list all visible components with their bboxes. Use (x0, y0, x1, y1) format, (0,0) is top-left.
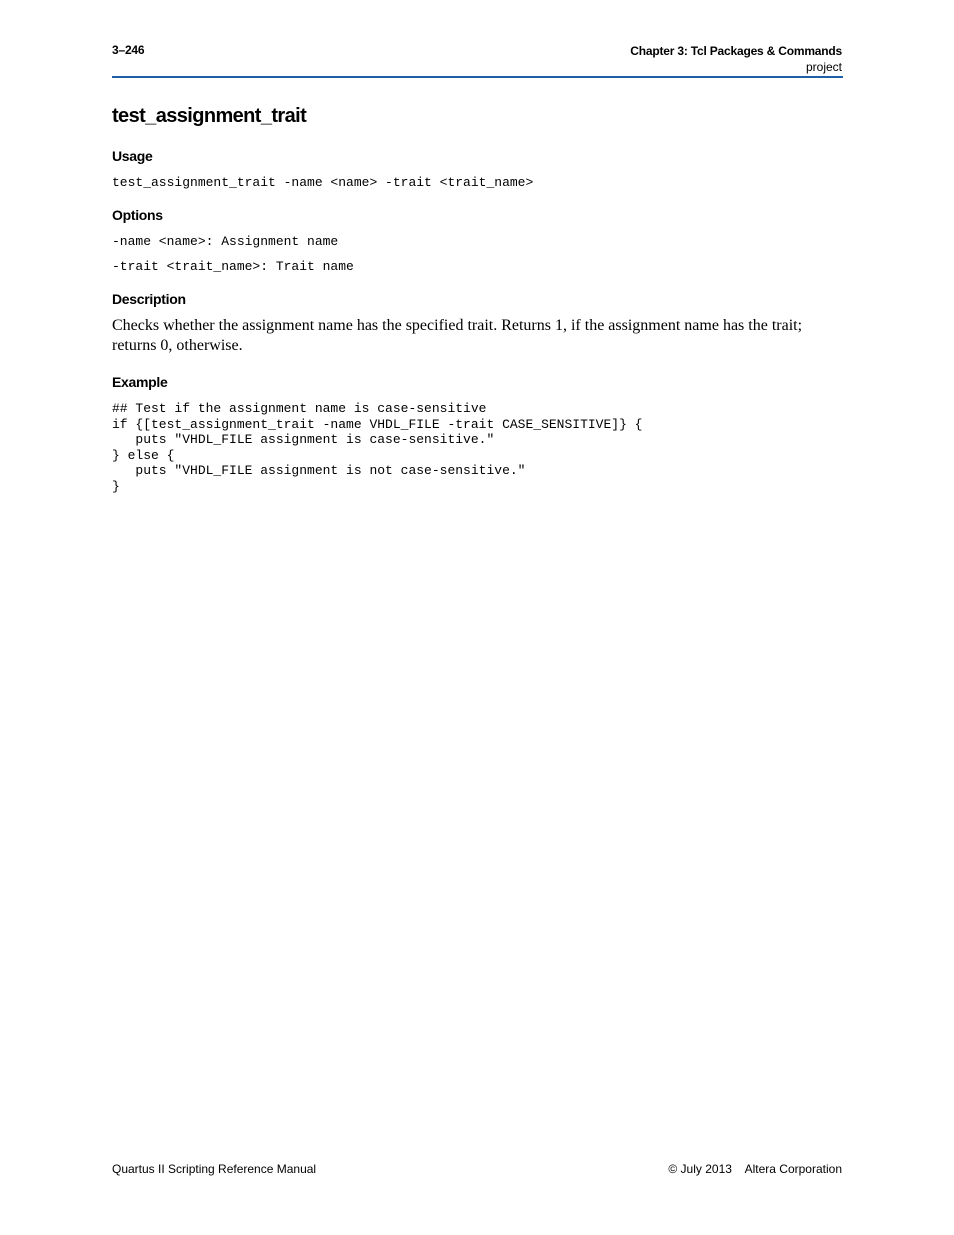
option-item-name: -name <name>: Assignment name (112, 234, 339, 249)
chapter-title: Chapter 3: Tcl Packages & Commands (630, 44, 842, 58)
footer-copyright (668, 1162, 842, 1176)
footer-company: Altera Corporation (744, 1162, 842, 1176)
option-item-trait: -trait <trait_name>: Trait name (112, 259, 354, 274)
header-rule (112, 76, 843, 78)
usage-heading: Usage (112, 148, 153, 164)
section-name: project (805, 60, 842, 74)
description-text: Checks whether the assignment name has the specified trait. Returns 1, if the assignment name has the trait; returns 0, otherwise. (112, 317, 803, 354)
page-number: 3–246 (112, 43, 145, 57)
example-heading: Example (112, 374, 168, 390)
example-code: ## Test if the assignment name is case-sensitive if {[test_assignment_trait -name VHDL_FILE -trait CASE_SENSITIVE]} { puts "VHDL_FILE assignment is case-sensitive." } else { puts "VHDL_FILE assignment is not case-sensitive." } (112, 401, 643, 494)
description-heading: Description (112, 291, 186, 307)
usage-syntax: test_assignment_trait -name <name> -trait <trait_name> (112, 175, 534, 190)
running-header (630, 43, 842, 75)
command-title: test_assignment_trait (112, 105, 307, 127)
footer-manual-title: Quartus II Scripting Reference Manual (112, 1162, 317, 1176)
options-heading: Options (112, 207, 163, 223)
footer-date: © July 2013 (668, 1162, 732, 1176)
